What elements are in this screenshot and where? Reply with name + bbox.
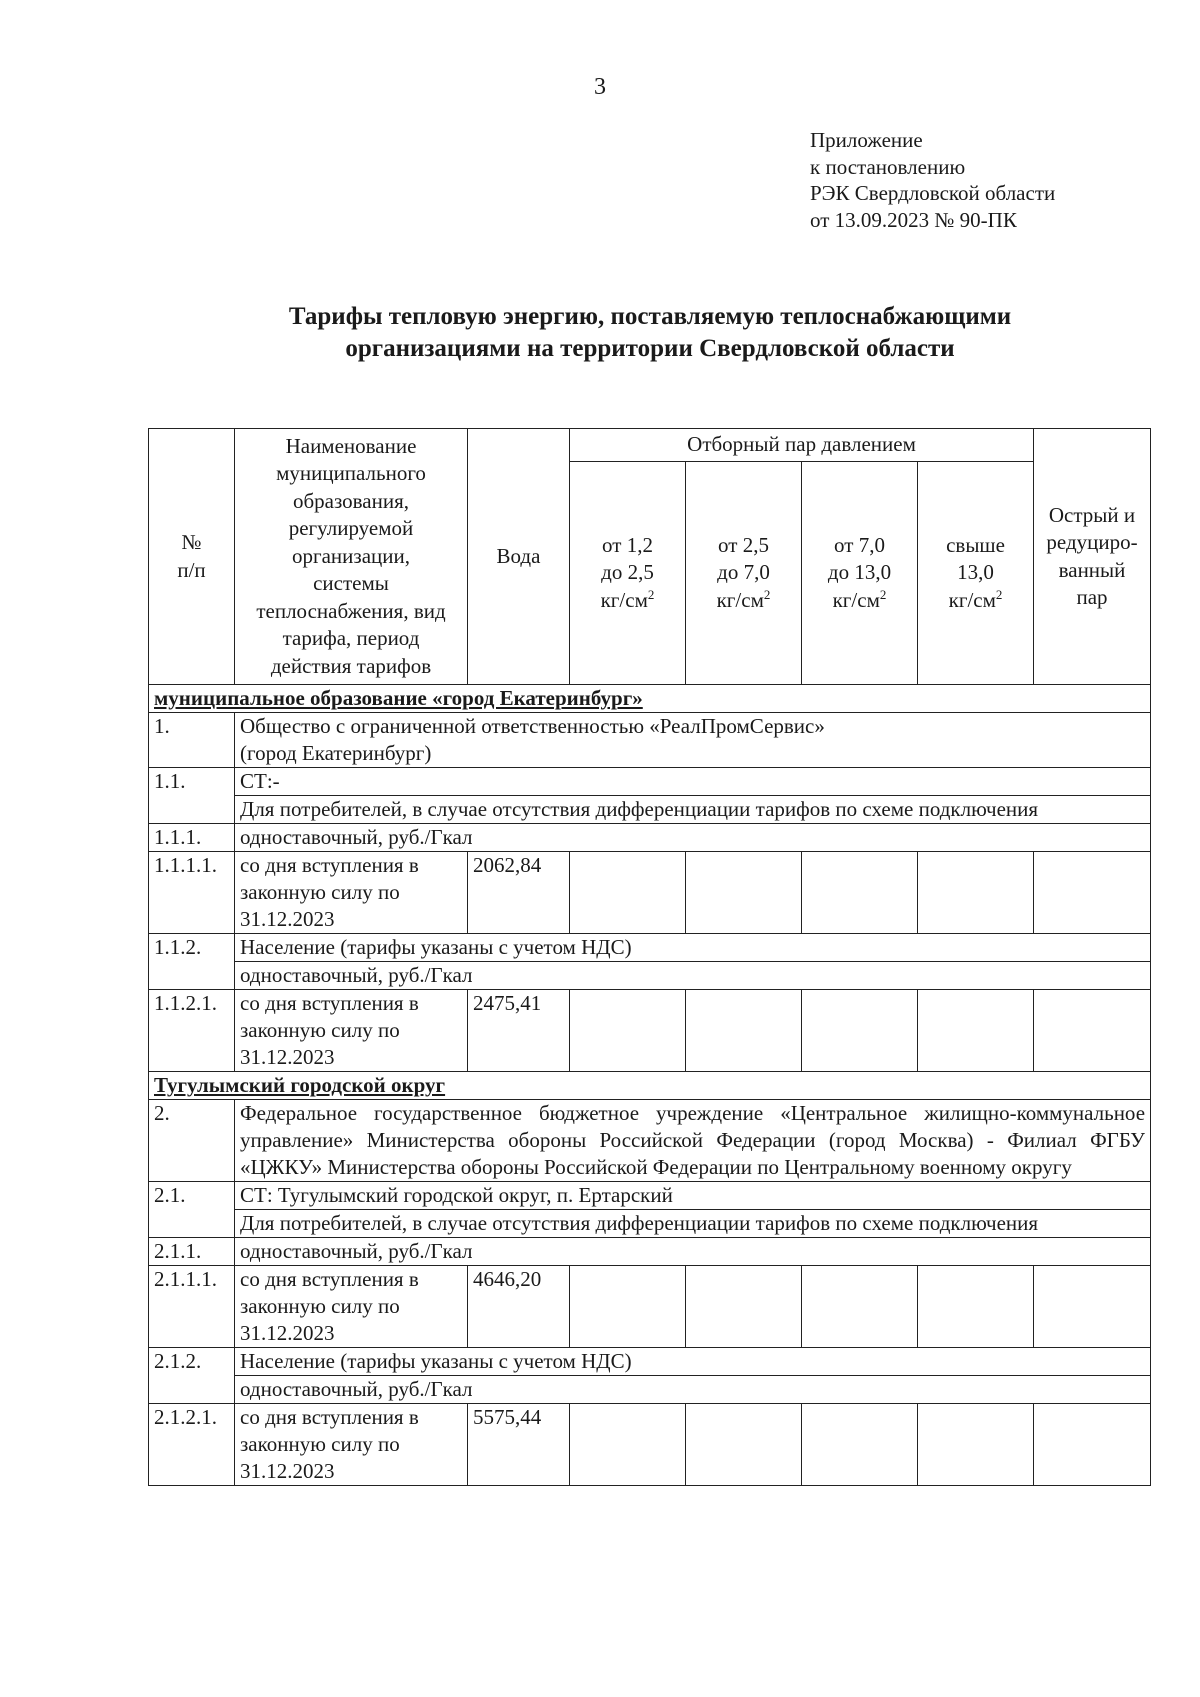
tariff-period: со дня вступления в законную силу по 31.12.2023 [235, 1266, 468, 1348]
empty-cell [1034, 852, 1151, 934]
row-number: 1.1.2.1. [149, 990, 235, 1072]
row-number: 2.1.2.1. [149, 1404, 235, 1486]
table-row [149, 1348, 1151, 1376]
header-water: Вода [468, 429, 570, 685]
row-number: 2. [149, 1100, 235, 1182]
organization-name: Федеральное государственное бюджетное учреждение «Центральное жилищно-коммунальное управление» Министерства обороны Российской Федерации (город Москва) - Филиал ФГБУ «ЦЖКУ» Министерства обороны Российской Федерации по Центральному военному округу [235, 1100, 1151, 1182]
empty-cell [918, 1266, 1034, 1348]
water-tariff-value: 2475,41 [468, 990, 570, 1072]
table-row [149, 962, 1151, 990]
header-name: Наименование муниципального образования, регулируемой организации, системы теплоснабжения, вид тарифа, период действия тарифов [235, 429, 468, 685]
header-steam-3 [802, 462, 918, 685]
section-row [149, 1072, 1151, 1100]
rate-type: одноставочный, руб./Гкал [235, 962, 1151, 990]
water-tariff-value: 2062,84 [468, 852, 570, 934]
table-row [149, 1404, 1151, 1486]
superscript: 2 [879, 586, 887, 602]
appendix-line: Приложение [810, 128, 923, 152]
section-title: Тугулымский городской округ [149, 1072, 1151, 1100]
table-row [149, 796, 1151, 824]
empty-cell [918, 852, 1034, 934]
title-line: организациями на территории Свердловской области [345, 335, 955, 362]
table-row [149, 1100, 1151, 1182]
table-row [149, 852, 1151, 934]
header-sharp-steam: Острый и редуциро- ванный пар [1034, 429, 1151, 685]
empty-cell [802, 990, 918, 1072]
table-row [149, 934, 1151, 962]
row-number: 2.1.1. [149, 1238, 235, 1266]
page-number: 3 [594, 74, 606, 100]
table-row [149, 713, 1151, 768]
table-row [149, 824, 1151, 852]
appendix-block [810, 127, 1170, 233]
steam-1-text: от 1,2 до 2,5 кг/см [600, 532, 654, 612]
empty-cell [686, 1404, 802, 1486]
title-line: Тарифы тепловую энергию, поставляемую теплоснабжающими [288, 303, 1012, 330]
superscript: 2 [995, 586, 1003, 602]
row-number: 1. [149, 713, 235, 768]
table-row [149, 1266, 1151, 1348]
section-row [149, 685, 1151, 713]
table-row [149, 990, 1151, 1072]
row-number: 1.1.2. [149, 934, 235, 990]
empty-cell [918, 1404, 1034, 1486]
tariff-period: со дня вступления в законную силу по 31.12.2023 [235, 990, 468, 1072]
steam-4-text: свыше 13,0 кг/см [946, 532, 1005, 612]
appendix-line: от 13.09.2023 № 90-ПК [810, 207, 1017, 232]
row-number: 2.1.1.1. [149, 1266, 235, 1348]
empty-cell [802, 852, 918, 934]
water-tariff-value: 5575,44 [468, 1404, 570, 1486]
document-title [120, 301, 1180, 365]
empty-cell [570, 1404, 686, 1486]
row-number: 2.1.2. [149, 1348, 235, 1404]
water-tariff-value: 4646,20 [468, 1266, 570, 1348]
superscript: 2 [763, 586, 771, 602]
consumers-text: Для потребителей, в случае отсутствия дифференциации тарифов по схеме подключения [235, 1210, 1151, 1238]
empty-cell [570, 990, 686, 1072]
tariff-period: со дня вступления в законную силу по 31.12.2023 [235, 1404, 468, 1486]
organization-name: Общество с ограниченной ответственностью «РеалПромСервис» (город Екатеринбург) [235, 713, 1151, 768]
table-row [149, 768, 1151, 796]
rate-type: одноставочный, руб./Гкал [235, 824, 1151, 852]
empty-cell [570, 852, 686, 934]
table-row [149, 1182, 1151, 1210]
section-title: муниципальное образование «город Екатеринбург» [149, 685, 1151, 713]
empty-cell [686, 852, 802, 934]
table-row [149, 1210, 1151, 1238]
table-row [149, 1238, 1151, 1266]
superscript: 2 [647, 586, 655, 602]
empty-cell [802, 1266, 918, 1348]
header-steam-group: Отборный пар давлением [570, 429, 1034, 462]
row-number: 1.1.1.1. [149, 852, 235, 934]
row-number: 1.1.1. [149, 824, 235, 852]
population-label: Население (тарифы указаны с учетом НДС) [235, 934, 1151, 962]
table-row [149, 1376, 1151, 1404]
empty-cell [1034, 1404, 1151, 1486]
appendix-line: РЭК Свердловской области [810, 181, 1056, 205]
rate-type: одноставочный, руб./Гкал [235, 1238, 1151, 1266]
empty-cell [686, 1266, 802, 1348]
empty-cell [570, 1266, 686, 1348]
header-steam-2 [686, 462, 802, 685]
steam-2-text: от 2,5 до 7,0 кг/см [716, 532, 770, 612]
heat-system-label: СТ: Тугулымский городской округ, п. Ертарский [235, 1182, 1151, 1210]
tariff-table [148, 428, 1151, 1486]
empty-cell [918, 990, 1034, 1072]
row-number: 2.1. [149, 1182, 235, 1238]
rate-type: одноставочный, руб./Гкал [235, 1376, 1151, 1404]
heat-system-label: СТ:- [235, 768, 1151, 796]
population-label: Население (тарифы указаны с учетом НДС) [235, 1348, 1151, 1376]
row-number: 1.1. [149, 768, 235, 824]
empty-cell [686, 990, 802, 1072]
empty-cell [1034, 1266, 1151, 1348]
consumers-text: Для потребителей, в случае отсутствия дифференциации тарифов по схеме подключения [235, 796, 1151, 824]
steam-3-text: от 7,0 до 13,0 кг/см [827, 532, 892, 612]
header-num: № п/п [149, 429, 235, 685]
empty-cell [1034, 990, 1151, 1072]
header-steam-4 [918, 462, 1034, 685]
appendix-line: к постановлению [810, 154, 966, 179]
empty-cell [802, 1404, 918, 1486]
header-steam-1 [570, 462, 686, 685]
tariff-period: со дня вступления в законную силу по 31.12.2023 [235, 852, 468, 934]
